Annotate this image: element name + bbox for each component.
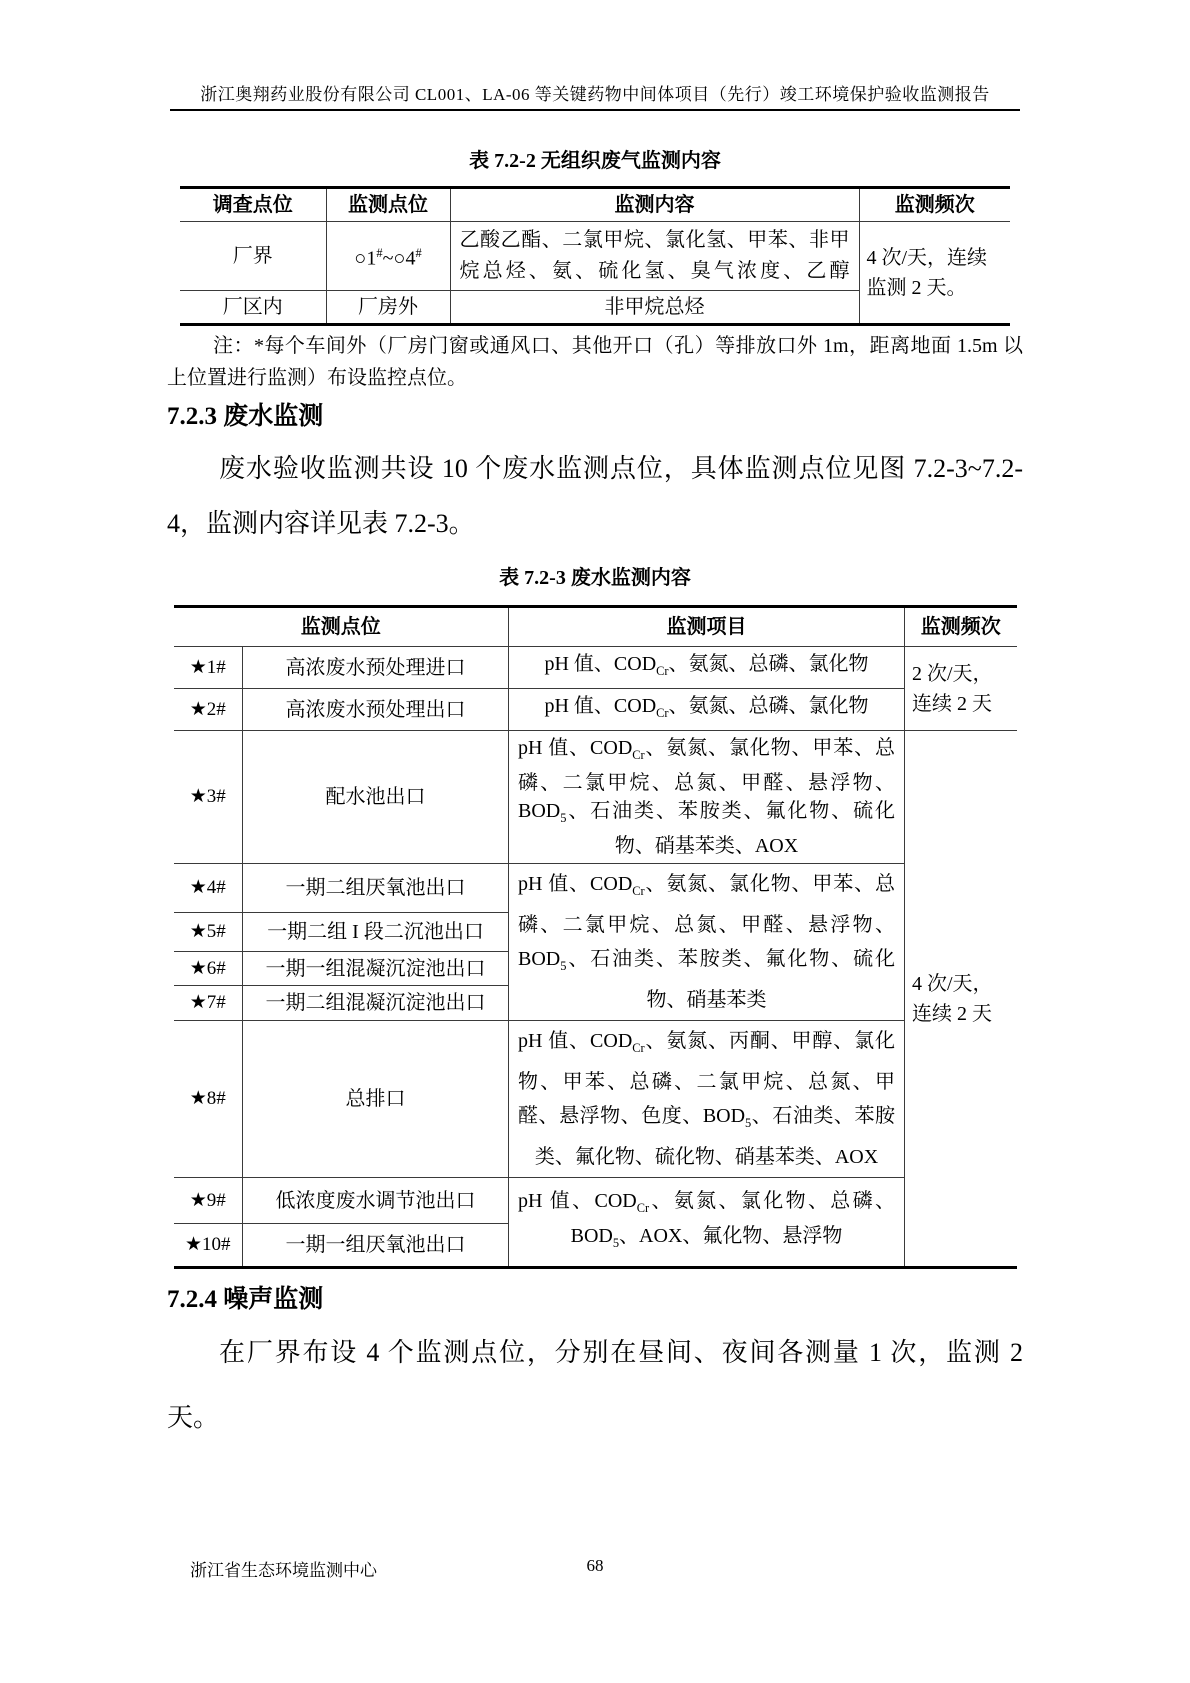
cell-survey-point: 厂界 bbox=[180, 222, 326, 291]
column-header-items: 监测项目 bbox=[509, 607, 905, 647]
cell-point-id: ★9# bbox=[174, 1178, 243, 1224]
cell-point-id: ★7# bbox=[174, 986, 243, 1021]
table-722-header-row bbox=[180, 188, 1010, 222]
table-row bbox=[174, 731, 1017, 864]
table-722-note: 注：*每个车间外（厂房门窗或通风口、其他开口（孔）等排放口外 1m，距离地面 1.5m 以上位置进行监测）布设监控点位。 bbox=[167, 335, 1023, 389]
section-723-paragraph: 废水验收监测共设 10 个废水监测点位，具体监测点位见图 7.2-3~7.2-4，监测内容详见表 7.2-3。 bbox=[167, 454, 1023, 538]
cell-point-id: ★1# bbox=[174, 647, 243, 689]
column-header-frequency: 监测频次 bbox=[859, 188, 1010, 222]
cell-point-location: 一期二组混凝沉淀池出口 bbox=[243, 986, 509, 1021]
cell-survey-point: 厂区内 bbox=[180, 291, 326, 325]
cell-point-id: ★5# bbox=[174, 912, 243, 951]
table-723-title: 表 7.2-3 废水监测内容 bbox=[499, 567, 691, 589]
cell-point-location: 一期一组厌氧池出口 bbox=[243, 1224, 509, 1268]
cell-items: pH 值、$COD_{Cr}$、氨氮、丙酮、甲醇、氯化物、甲苯、总磷、二氯甲烷、总氮、甲醛、悬浮物、色度、$BOD_5$、石油类、苯胺类、氟化物、硫化物、硝基苯类、AOX bbox=[509, 1021, 905, 1178]
table-row bbox=[174, 689, 1017, 731]
footer-organization: 浙江省生态环境监测中心 bbox=[190, 1561, 377, 1580]
cell-point-id: ★3# bbox=[174, 731, 243, 864]
header-rule bbox=[170, 109, 1020, 111]
column-header-content: 监测内容 bbox=[450, 188, 859, 222]
cell-monitor-content: 乙酸乙酯、二氯甲烷、氯化氢、甲苯、非甲烷总烃、氨、硫化氢、臭气浓度、乙醇 bbox=[450, 222, 859, 291]
column-header-monitor-point: 监测点位 bbox=[174, 607, 509, 647]
section-723-heading: 7.2.3 废水监测 bbox=[167, 403, 324, 430]
cell-items: pH 值、$COD_{Cr}$、氨氮、总磷、氯化物 bbox=[509, 689, 905, 731]
cell-monitor-content: 非甲烷总烃 bbox=[450, 291, 859, 325]
cell-items: pH 值、$COD_{Cr}$、氨氮、氯化物、甲苯、总磷、二氯甲烷、总氮、甲醛、悬浮物、$BOD_5$、石油类、苯胺类、氟化物、硫化物、硝基苯类 bbox=[509, 864, 905, 1021]
page-header-title: 浙江奥翔药业股份有限公司 CL001、LA-06 等关键药物中间体项目（先行）竣工环境保护验收监测报告 bbox=[200, 85, 990, 104]
table-723 bbox=[174, 605, 1017, 1269]
cell-point-location: 一期二组 I 段二沉池出口 bbox=[243, 912, 509, 951]
cell-items: pH 值、$COD_{Cr}$、氨氮、氯化物、甲苯、总磷、二氯甲烷、总氮、甲醛、悬浮物、$BOD_5$、石油类、苯胺类、氟化物、硫化物、硝基苯类、AOX bbox=[509, 731, 905, 864]
table-row bbox=[174, 1021, 1017, 1178]
cell-point-id: ★4# bbox=[174, 864, 243, 913]
cell-point-location: 配水池出口 bbox=[243, 731, 509, 864]
section-724-paragraph: 在厂界布设 4 个监测点位，分别在昼间、夜间各测量 1 次，监测 2 天。 bbox=[167, 1338, 1023, 1432]
cell-point-id: ★8# bbox=[174, 1021, 243, 1178]
cell-monitor-point: 厂房外 bbox=[326, 291, 450, 325]
column-header-frequency: 监测频次 bbox=[905, 607, 1017, 647]
cell-point-location: 一期一组混凝沉淀池出口 bbox=[243, 951, 509, 986]
cell-frequency: 4 次/天，连续 2 天 bbox=[905, 731, 1017, 1268]
cell-point-id: ★2# bbox=[174, 689, 243, 731]
table-row bbox=[174, 864, 1017, 913]
cell-monitor-point: ○1#~○4# bbox=[326, 222, 450, 291]
cell-frequency: 4 次/天，连续监测 2 天。 bbox=[859, 222, 1010, 325]
cell-items: pH 值、$COD_{Cr}$、氨氮、总磷、氯化物 bbox=[509, 647, 905, 689]
cell-point-location: 低浓度废水调节池出口 bbox=[243, 1178, 509, 1224]
table-row bbox=[180, 222, 1010, 291]
table-row bbox=[174, 1178, 1017, 1224]
cell-point-location: 高浓废水预处理出口 bbox=[243, 689, 509, 731]
column-header-monitor-point: 监测点位 bbox=[326, 188, 450, 222]
section-724-heading: 7.2.4 噪声监测 bbox=[167, 1286, 324, 1313]
page-content bbox=[167, 130, 1023, 1450]
table-row bbox=[174, 647, 1017, 689]
cell-point-id: ★6# bbox=[174, 951, 243, 986]
cell-point-location: 一期二组厌氧池出口 bbox=[243, 864, 509, 913]
footer-page-number: 68 bbox=[586, 1556, 604, 1575]
table-723-header-row bbox=[174, 607, 1017, 647]
cell-frequency: 2 次/天，连续 2 天 bbox=[905, 647, 1017, 731]
cell-point-id: ★10# bbox=[174, 1224, 243, 1268]
column-header-survey-point: 调查点位 bbox=[180, 188, 326, 222]
cell-items: pH 值、$COD_{Cr}$、氨氮、氯化物、总磷、$BOD_5$、AOX、氟化物、悬浮物 bbox=[509, 1178, 905, 1268]
table-722 bbox=[180, 186, 1010, 326]
table-722-title: 表 7.2-2 无组织废气监测内容 bbox=[469, 150, 721, 172]
cell-point-location: 总排口 bbox=[243, 1021, 509, 1178]
cell-point-location: 高浓废水预处理进口 bbox=[243, 647, 509, 689]
